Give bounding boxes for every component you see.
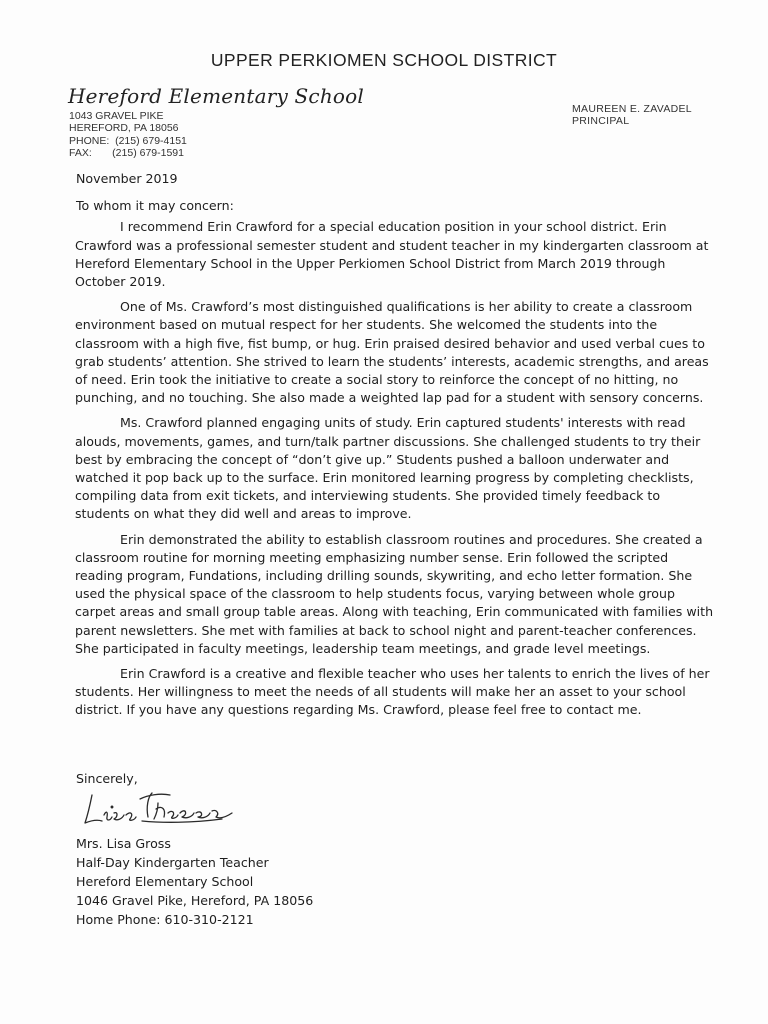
signer-phone: Home Phone: 610-310-2121 (76, 912, 254, 927)
principal-block (572, 103, 692, 128)
letter-salutation: To whom it may concern: (76, 198, 234, 214)
school-fax: FAX: (215) 679-1591 (69, 147, 184, 160)
address-street: 1043 GRAVEL PIKE (69, 110, 164, 122)
signer-address: 1046 Gravel Pike, Hereford, PA 18056 (76, 893, 314, 908)
signer-school: Hereford Elementary School (76, 874, 254, 889)
district-name: UPPER PERKIOMEN SCHOOL DISTRICT (210, 50, 558, 70)
signer-title: Half-Day Kindergarten Teacher (76, 855, 269, 870)
signer-name: Mrs. Lisa Gross (76, 836, 171, 851)
letter-body (75, 170, 715, 727)
paragraph-classroom-environment: One of Ms. Crawford’s most distinguished qualifications is her ability to create a classroom environment based on mutual respect for her students. She welcomed the students into the classroom with a high five, fist bump, or hug. Erin praised desired behavior and used verbal cues to grab students’ attention. She strived to learn the students’ interests, academic strengths, and areas of need. Erin took the initiative to create a social story to reinforce the concept of no hitting, no punching, and no touching. She also made a weighted lap pad for a student with sensory concerns. (75, 299, 709, 406)
paragraph-units-of-study: Ms. Crawford planned engaging units of study. Erin captured students' interests with read alouds, movements, games, and turn/talk partner discussions. She challenged students to try their best by embracing the concept of “don’t give up.” Students pushed a balloon underwater and watched it pop back up to the surface. Erin monitored learning progress by completing checklists, compiling data from exit tickets, and interviewing students. She provided timely feedback to students on what they did well and areas to improve. (75, 415, 701, 522)
letter-date: November 2019 (76, 171, 178, 186)
paragraph-conclusion: Erin Crawford is a creative and flexible teacher who uses her talents to enrich the lives of her students. Her willingness to meet the needs of all students will make her an asset to your school district. If you have any questions regarding Ms. Crawford, please feel free to contact me. (75, 666, 710, 718)
paragraph-recommendation: I recommend Erin Crawford for a special education position in your school district. Erin Crawford was a professional semester student and student teacher in my kindergarten classroom at Hereford Elementary School in the Upper Perkiomen School District from March 2019 through October 2019. (75, 219, 709, 290)
school-address-block (69, 110, 187, 160)
paragraph-routines: Erin demonstrated the ability to establish classroom routines and procedures. She created a classroom routine for morning meeting emphasizing number sense. Erin followed the scripted reading program, Fundations, including drilling sounds, skywriting, and echo letter formation. She used the physical space of the classroom to help students focus, varying between whole group carpet areas and small group table areas. Along with teaching, Erin communicated with families with parent newsletters. She met with families at back to school night and parent-teacher conferences. She participated in faculty meetings, leadership team meetings, and grade level meetings. (75, 531, 714, 656)
handwritten-signature (82, 783, 242, 831)
letter-closing: Sincerely, (76, 771, 138, 786)
address-city: HEREFORD, PA 18056 (69, 122, 179, 135)
signer-block (76, 834, 313, 929)
principal-title: PRINCIPAL (572, 115, 630, 128)
principal-name: MAUREEN E. ZAVADEL (572, 103, 692, 115)
school-phone: PHONE: (215) 679-4151 (69, 134, 187, 147)
school-name: Hereford Elementary School (68, 84, 364, 108)
